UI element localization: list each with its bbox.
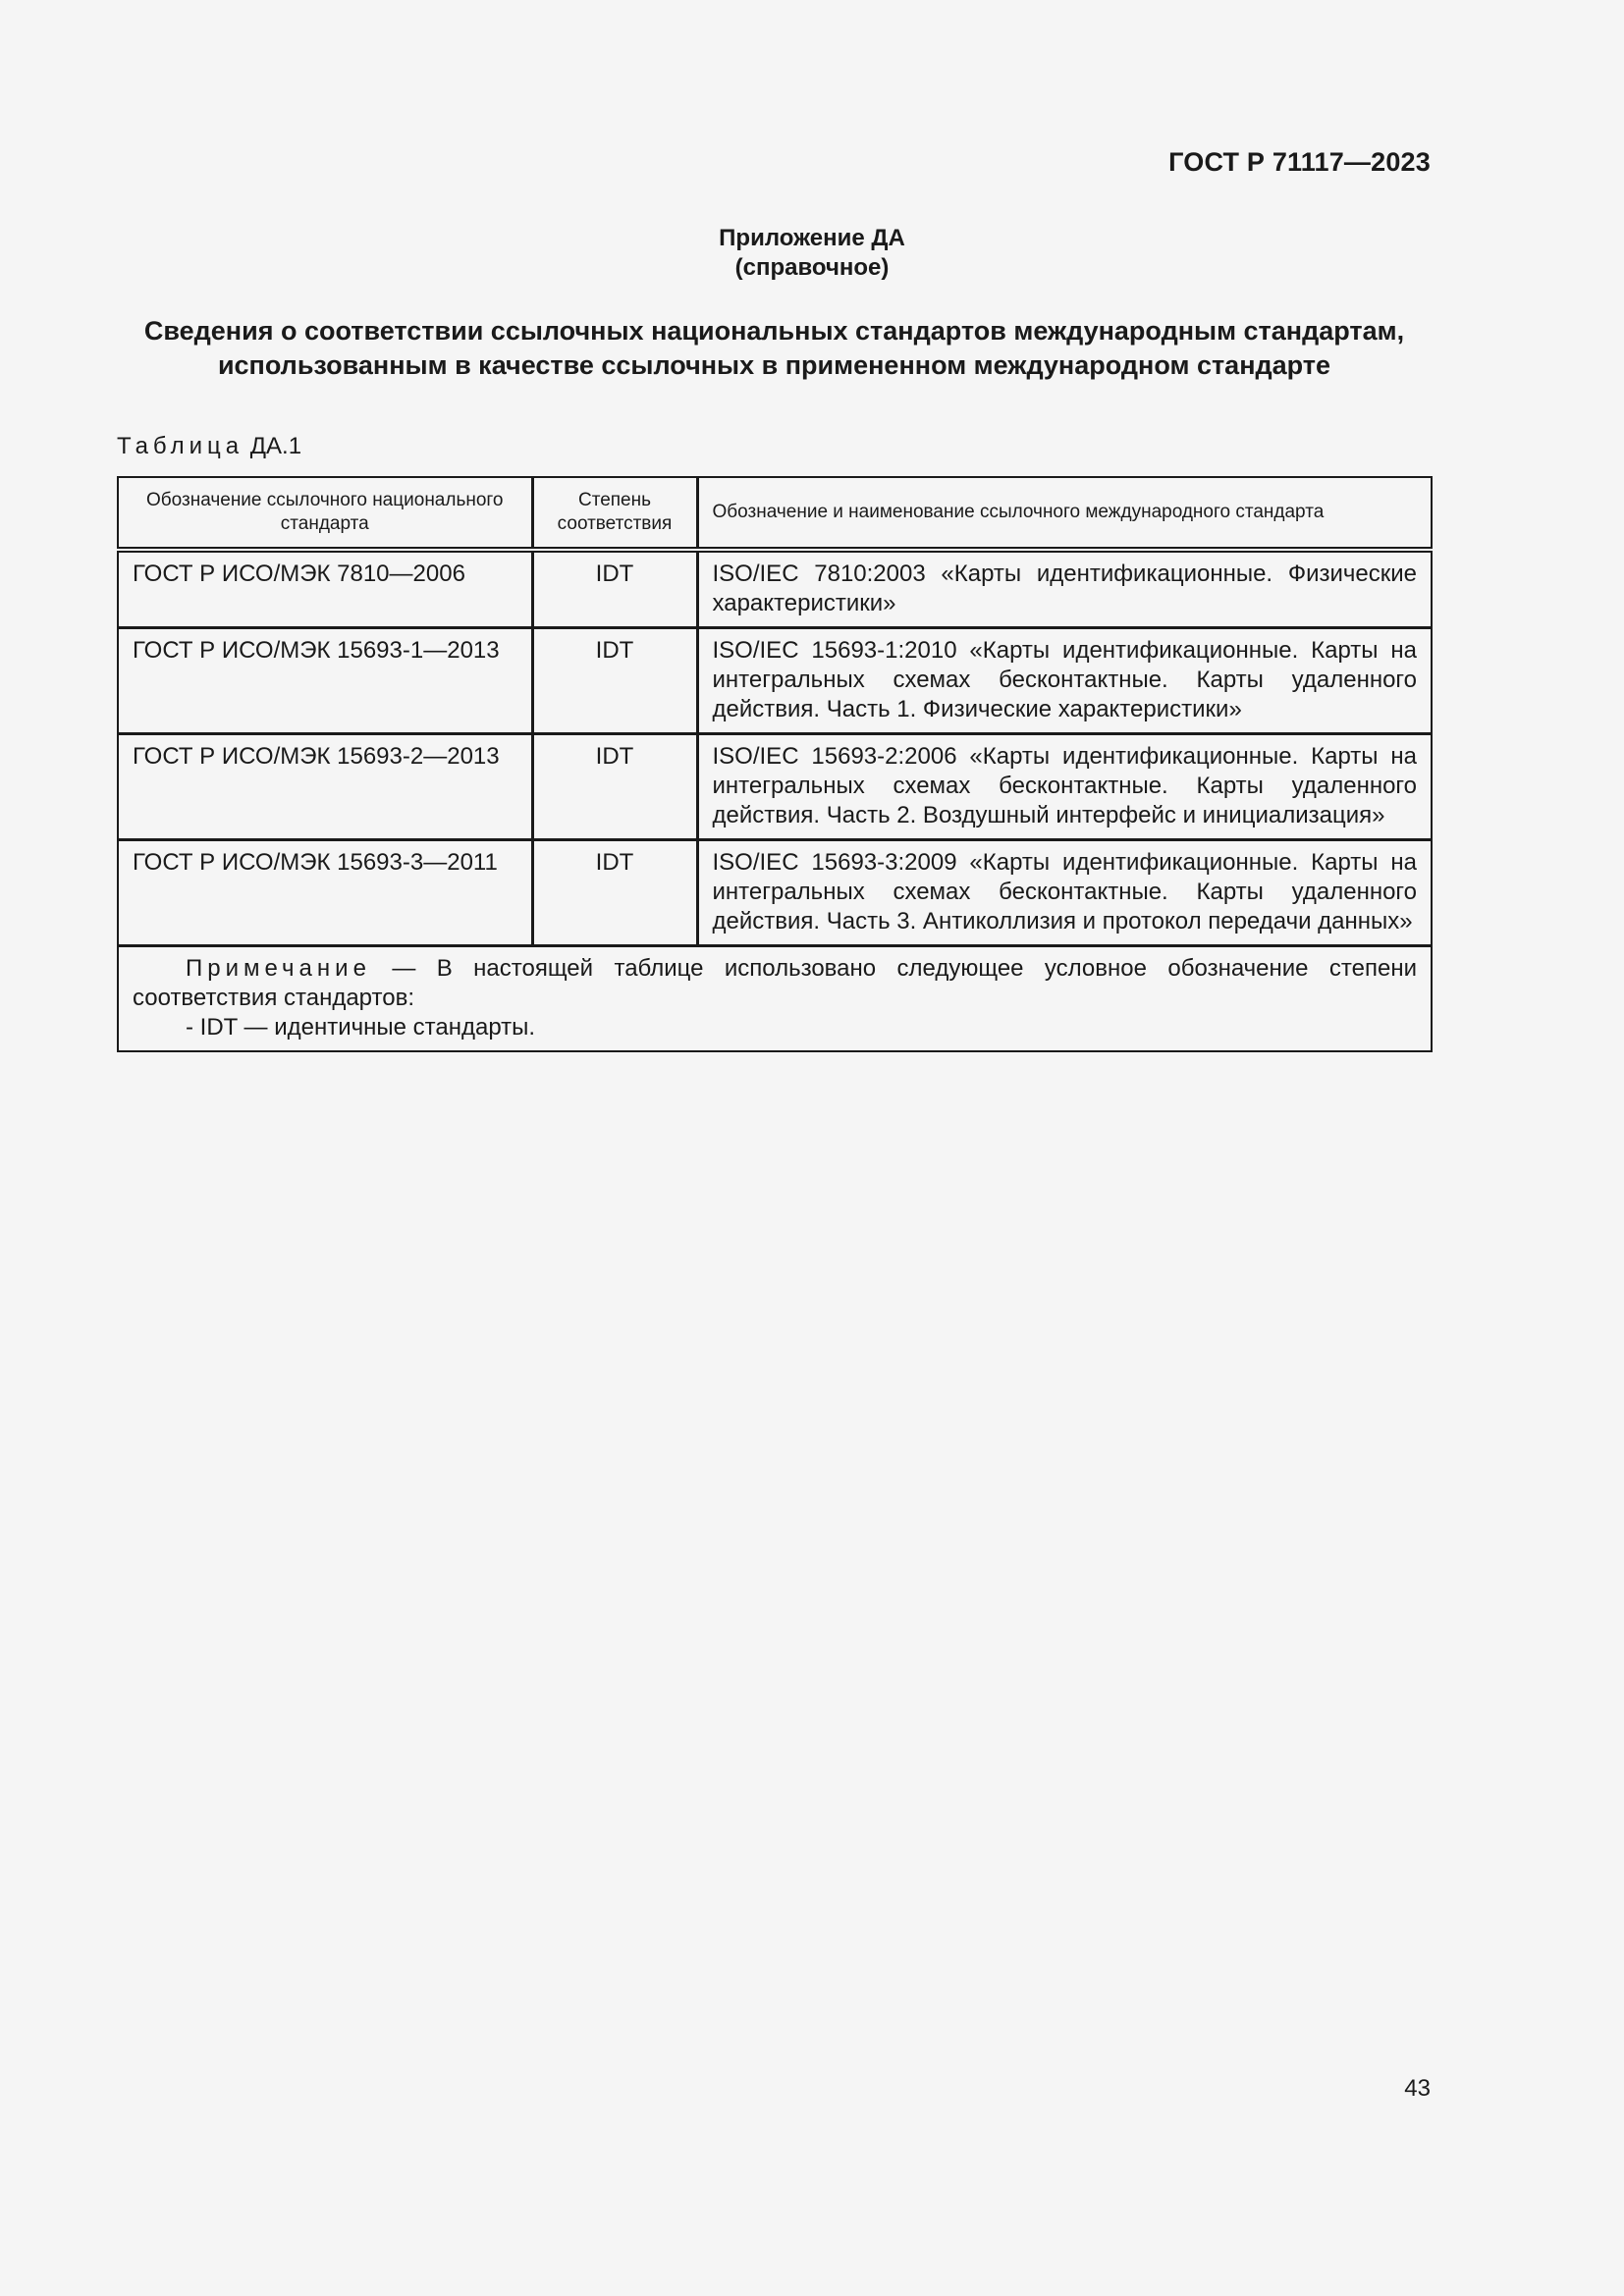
note-text: — В настоящей таблице использовано следующее условное обозначение степени соответствия стандартов: — [133, 955, 1417, 1011]
cell-national-standard: ГОСТ Р ИСО/МЭК 15693-3—2011 — [118, 840, 532, 946]
document-number: ГОСТ Р 71117—2023 — [1168, 147, 1431, 177]
page-number: 43 — [1404, 2075, 1431, 2102]
note-list-item: - IDT — идентичные стандарты. — [186, 1014, 536, 1041]
note-paragraph — [133, 954, 1417, 1013]
header-international-standard: Обозначение и наименование ссылочного международного стандарта — [697, 477, 1432, 550]
cell-national-standard: ГОСТ Р ИСО/МЭК 7810—2006 — [118, 550, 532, 628]
table-row — [118, 628, 1432, 734]
table-caption-number: ДА.1 — [249, 433, 302, 459]
table-note-row — [118, 946, 1432, 1052]
cell-international-standard: ISO/IEC 15693-3:2009 «Карты идентификационные. Карты на интегральных схемах бесконтактные. Карты удаленного действия. Часть 3. Антиколлизия и протокол передачи данных» — [697, 840, 1432, 946]
annex-subtitle: (справочное) — [734, 254, 890, 281]
table-row — [118, 840, 1432, 946]
table-row — [118, 550, 1432, 628]
table-caption — [117, 433, 301, 460]
table-row — [118, 734, 1432, 840]
annex-title: Приложение ДА — [719, 225, 905, 251]
section-title-line-1: Сведения о соответствии ссылочных национальных стандартов международным стандартам, — [143, 316, 1405, 346]
cell-national-standard: ГОСТ Р ИСО/МЭК 15693-2—2013 — [118, 734, 532, 840]
reference-standards-table — [117, 476, 1433, 1052]
cell-international-standard: ISO/IEC 15693-2:2006 «Карты идентификационные. Карты на интегральных схемах бесконтактные. Карты удаленного действия. Часть 2. Воздушный интерфейс и инициализация» — [697, 734, 1432, 840]
section-title-line-2: использованным в качестве ссылочных в примененном международном стандарте — [217, 350, 1331, 380]
table-caption-label: Таблица — [117, 433, 244, 459]
section-title — [98, 314, 1450, 383]
cell-international-standard: ISO/IEC 7810:2003 «Карты идентификационные. Физические характеристики» — [697, 550, 1432, 628]
table-header-row — [118, 477, 1432, 550]
cell-degree: IDT — [532, 734, 697, 840]
table-note — [118, 946, 1432, 1052]
cell-degree: IDT — [532, 840, 697, 946]
cell-degree: IDT — [532, 550, 697, 628]
cell-national-standard: ГОСТ Р ИСО/МЭК 15693-1—2013 — [118, 628, 532, 734]
cell-degree: IDT — [532, 628, 697, 734]
annex-heading — [0, 224, 1624, 283]
header-national-standard: Обозначение ссылочного национального стандарта — [118, 477, 532, 550]
header-degree: Степень соответствия — [532, 477, 697, 550]
cell-international-standard: ISO/IEC 15693-1:2010 «Карты идентификационные. Карты на интегральных схемах бесконтактные. Карты удаленного действия. Часть 1. Физические характеристики» — [697, 628, 1432, 734]
note-label: Примечание — [186, 955, 371, 982]
